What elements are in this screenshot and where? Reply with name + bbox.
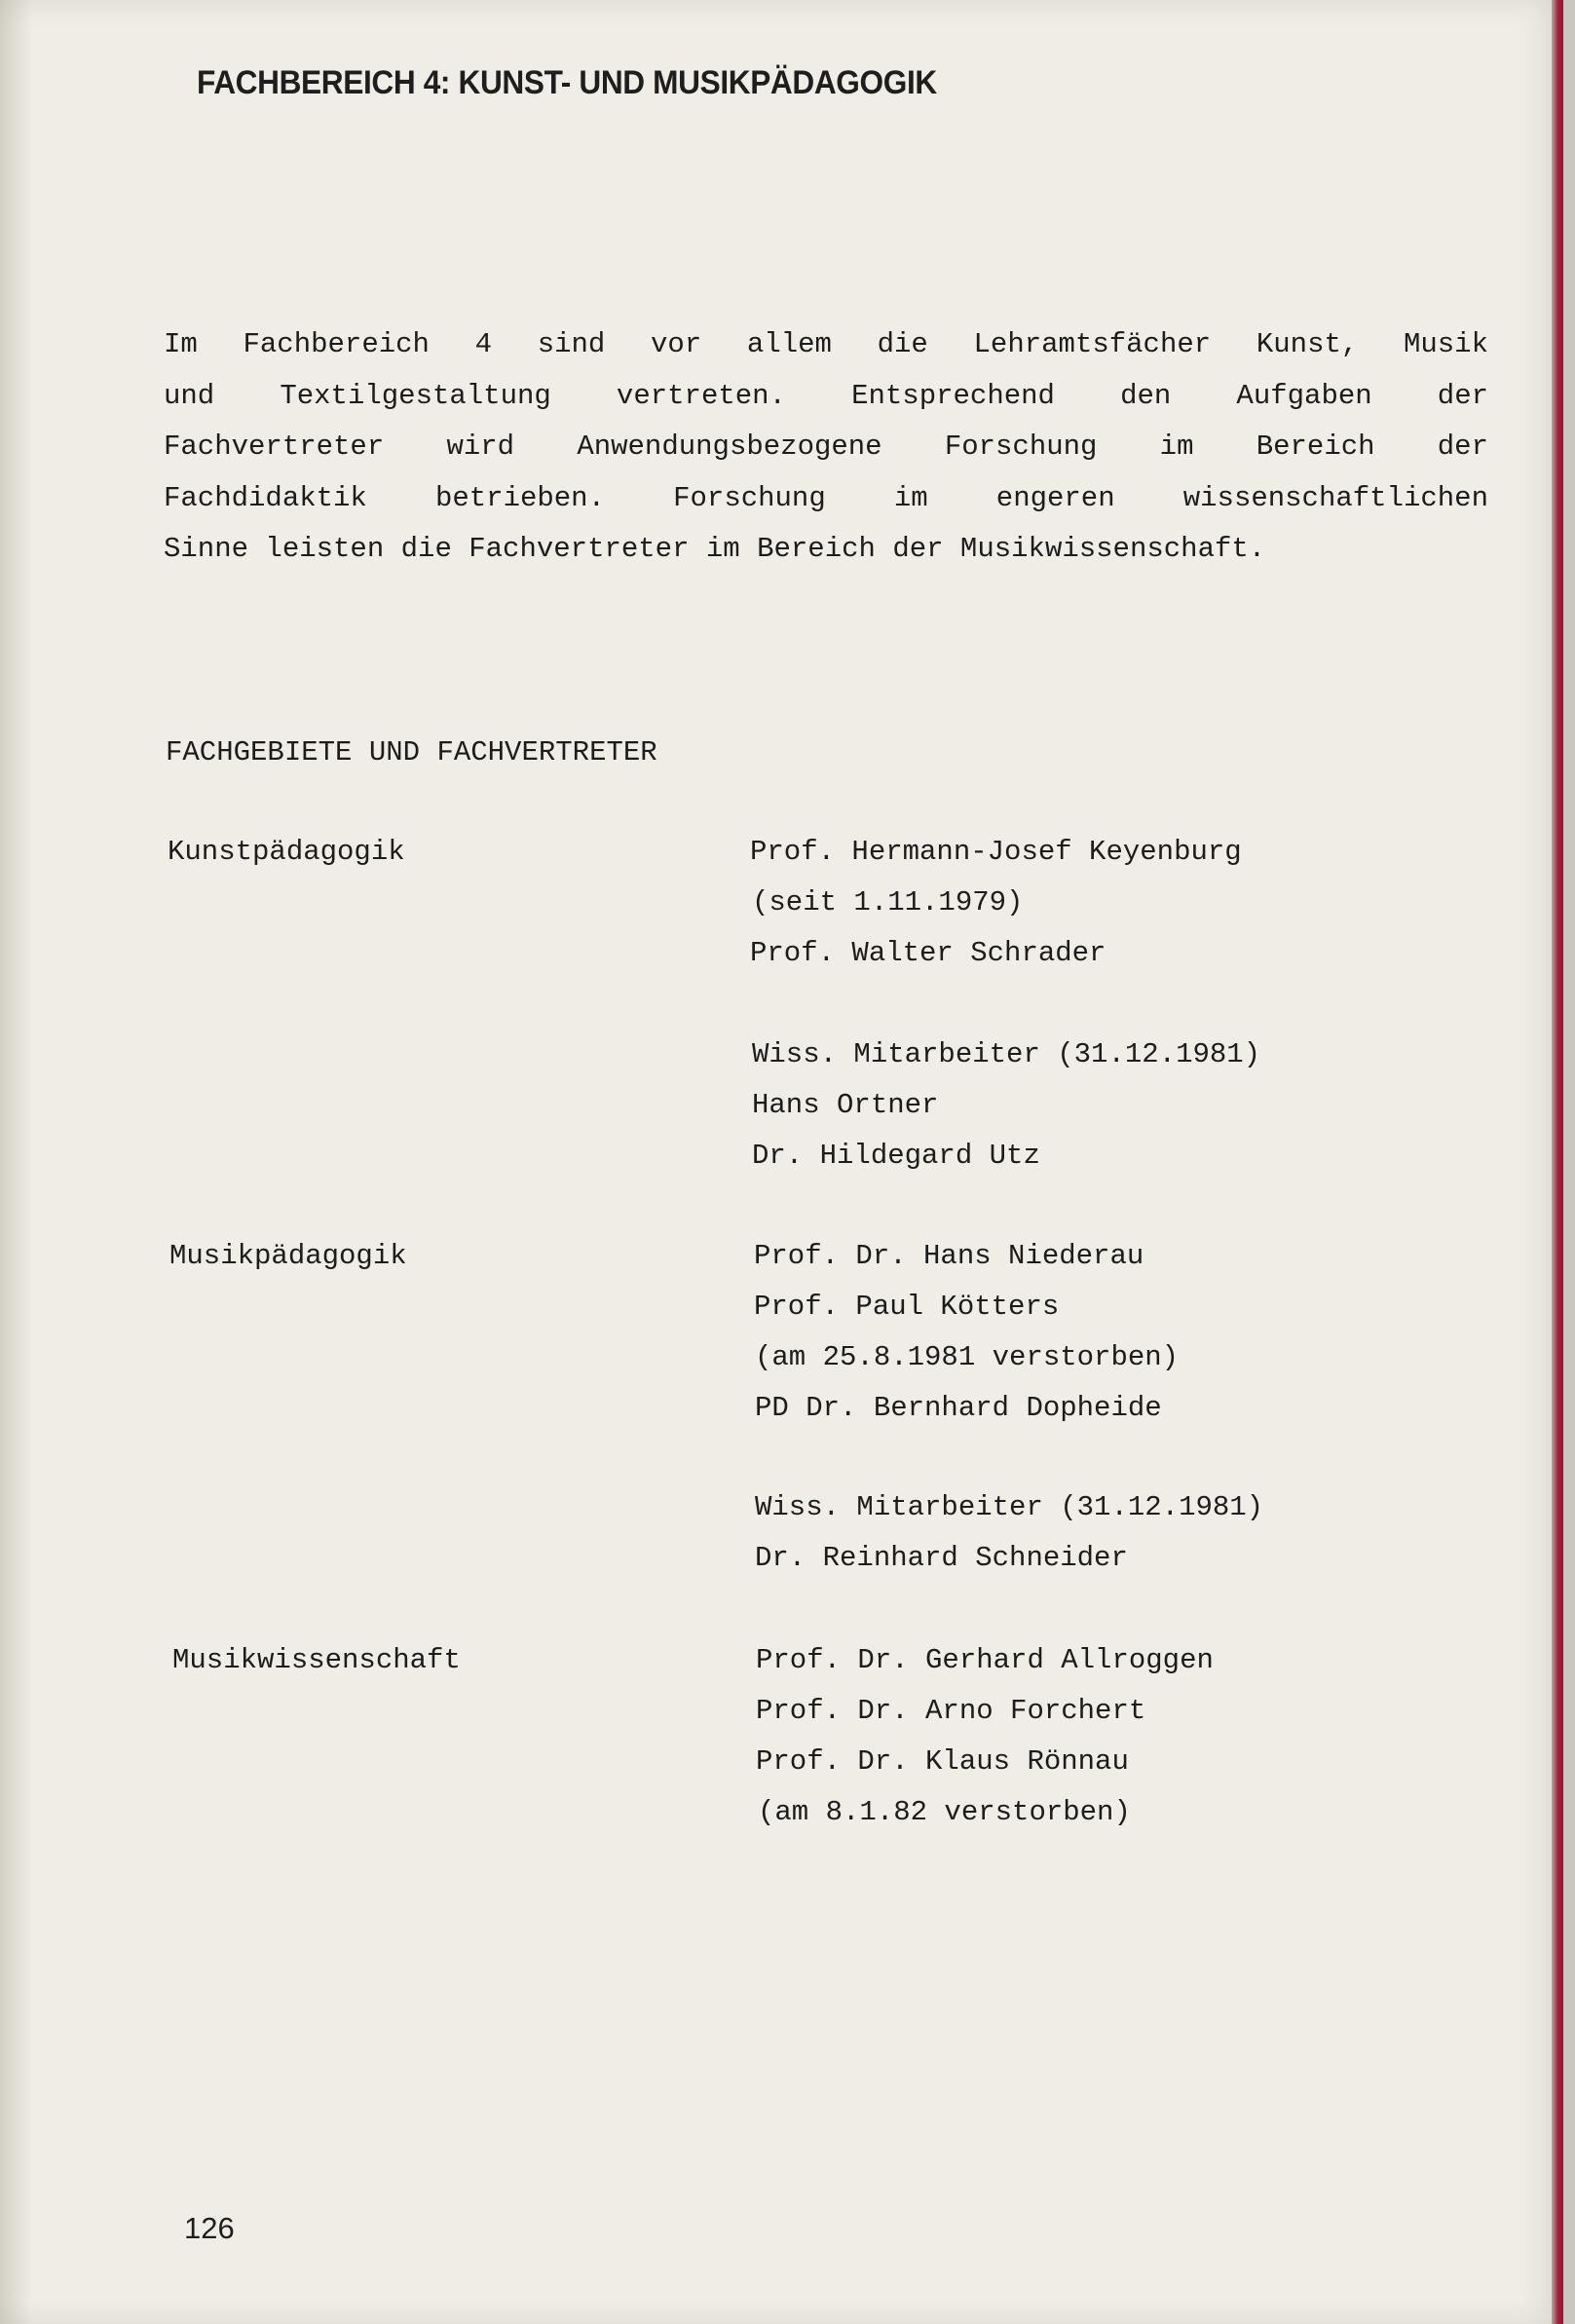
- person-entry: (am 8.1.82 verstorben): [758, 1796, 1131, 1828]
- person-entry: Dr. Reinhard Schneider: [755, 1542, 1128, 1574]
- person-entry: Prof. Hermann-Josef Keyenburg: [750, 836, 1242, 868]
- field-name-musikpaedagogik: Musikpädagogik: [169, 1240, 407, 1272]
- person-entry: Dr. Hildegard Utz: [752, 1140, 1040, 1172]
- intro-line: Im Fachbereich 4 sind vor allem die Lehramtsfächer Kunst, Musik: [164, 328, 1488, 360]
- person-entry: (am 25.8.1981 verstorben): [755, 1341, 1180, 1373]
- person-entry: Prof. Dr. Arno Forchert: [756, 1695, 1146, 1727]
- person-entry: Wiss. Mitarbeiter (31.12.1981): [755, 1491, 1264, 1523]
- field-name-musikwissenschaft: Musikwissenschaft: [172, 1644, 461, 1676]
- person-entry: Prof. Walter Schrader: [750, 937, 1106, 969]
- person-entry: Prof. Dr. Klaus Rönnau: [756, 1745, 1129, 1778]
- page-edge: [1552, 0, 1563, 2324]
- page-number: 126: [184, 2211, 235, 2245]
- person-entry: Prof. Paul Kötters: [754, 1291, 1060, 1323]
- person-entry: PD Dr. Bernhard Dopheide: [755, 1392, 1162, 1424]
- intro-line: Fachvertreter wird Anwendungsbezogene Forschung im Bereich der: [164, 431, 1488, 463]
- page-heading: FACHBEREICH 4: KUNST- UND MUSIKPÄDAGOGIK: [197, 64, 937, 101]
- intro-line: Sinne leisten die Fachvertreter im Bereich der Musikwissenschaft.: [164, 533, 1266, 565]
- person-entry: Hans Ortner: [752, 1089, 939, 1121]
- intro-line: und Textilgestaltung vertreten. Entsprechend den Aufgaben der: [164, 379, 1488, 412]
- person-entry: Prof. Dr. Gerhard Allroggen: [756, 1644, 1214, 1676]
- field-name-kunstpaedagogik: Kunstpädagogik: [168, 836, 405, 868]
- section-title: FACHGEBIETE UND FACHVERTRETER: [166, 736, 657, 768]
- person-entry: Wiss. Mitarbeiter (31.12.1981): [752, 1038, 1261, 1070]
- intro-paragraph: [164, 319, 1488, 576]
- gutter-shadow: [0, 0, 33, 2324]
- person-entry: (seit 1.11.1979): [752, 886, 1024, 918]
- person-entry: Prof. Dr. Hans Niederau: [754, 1240, 1144, 1272]
- intro-line: Fachdidaktik betrieben. Forschung im engeren wissenschaftlichen: [164, 481, 1488, 514]
